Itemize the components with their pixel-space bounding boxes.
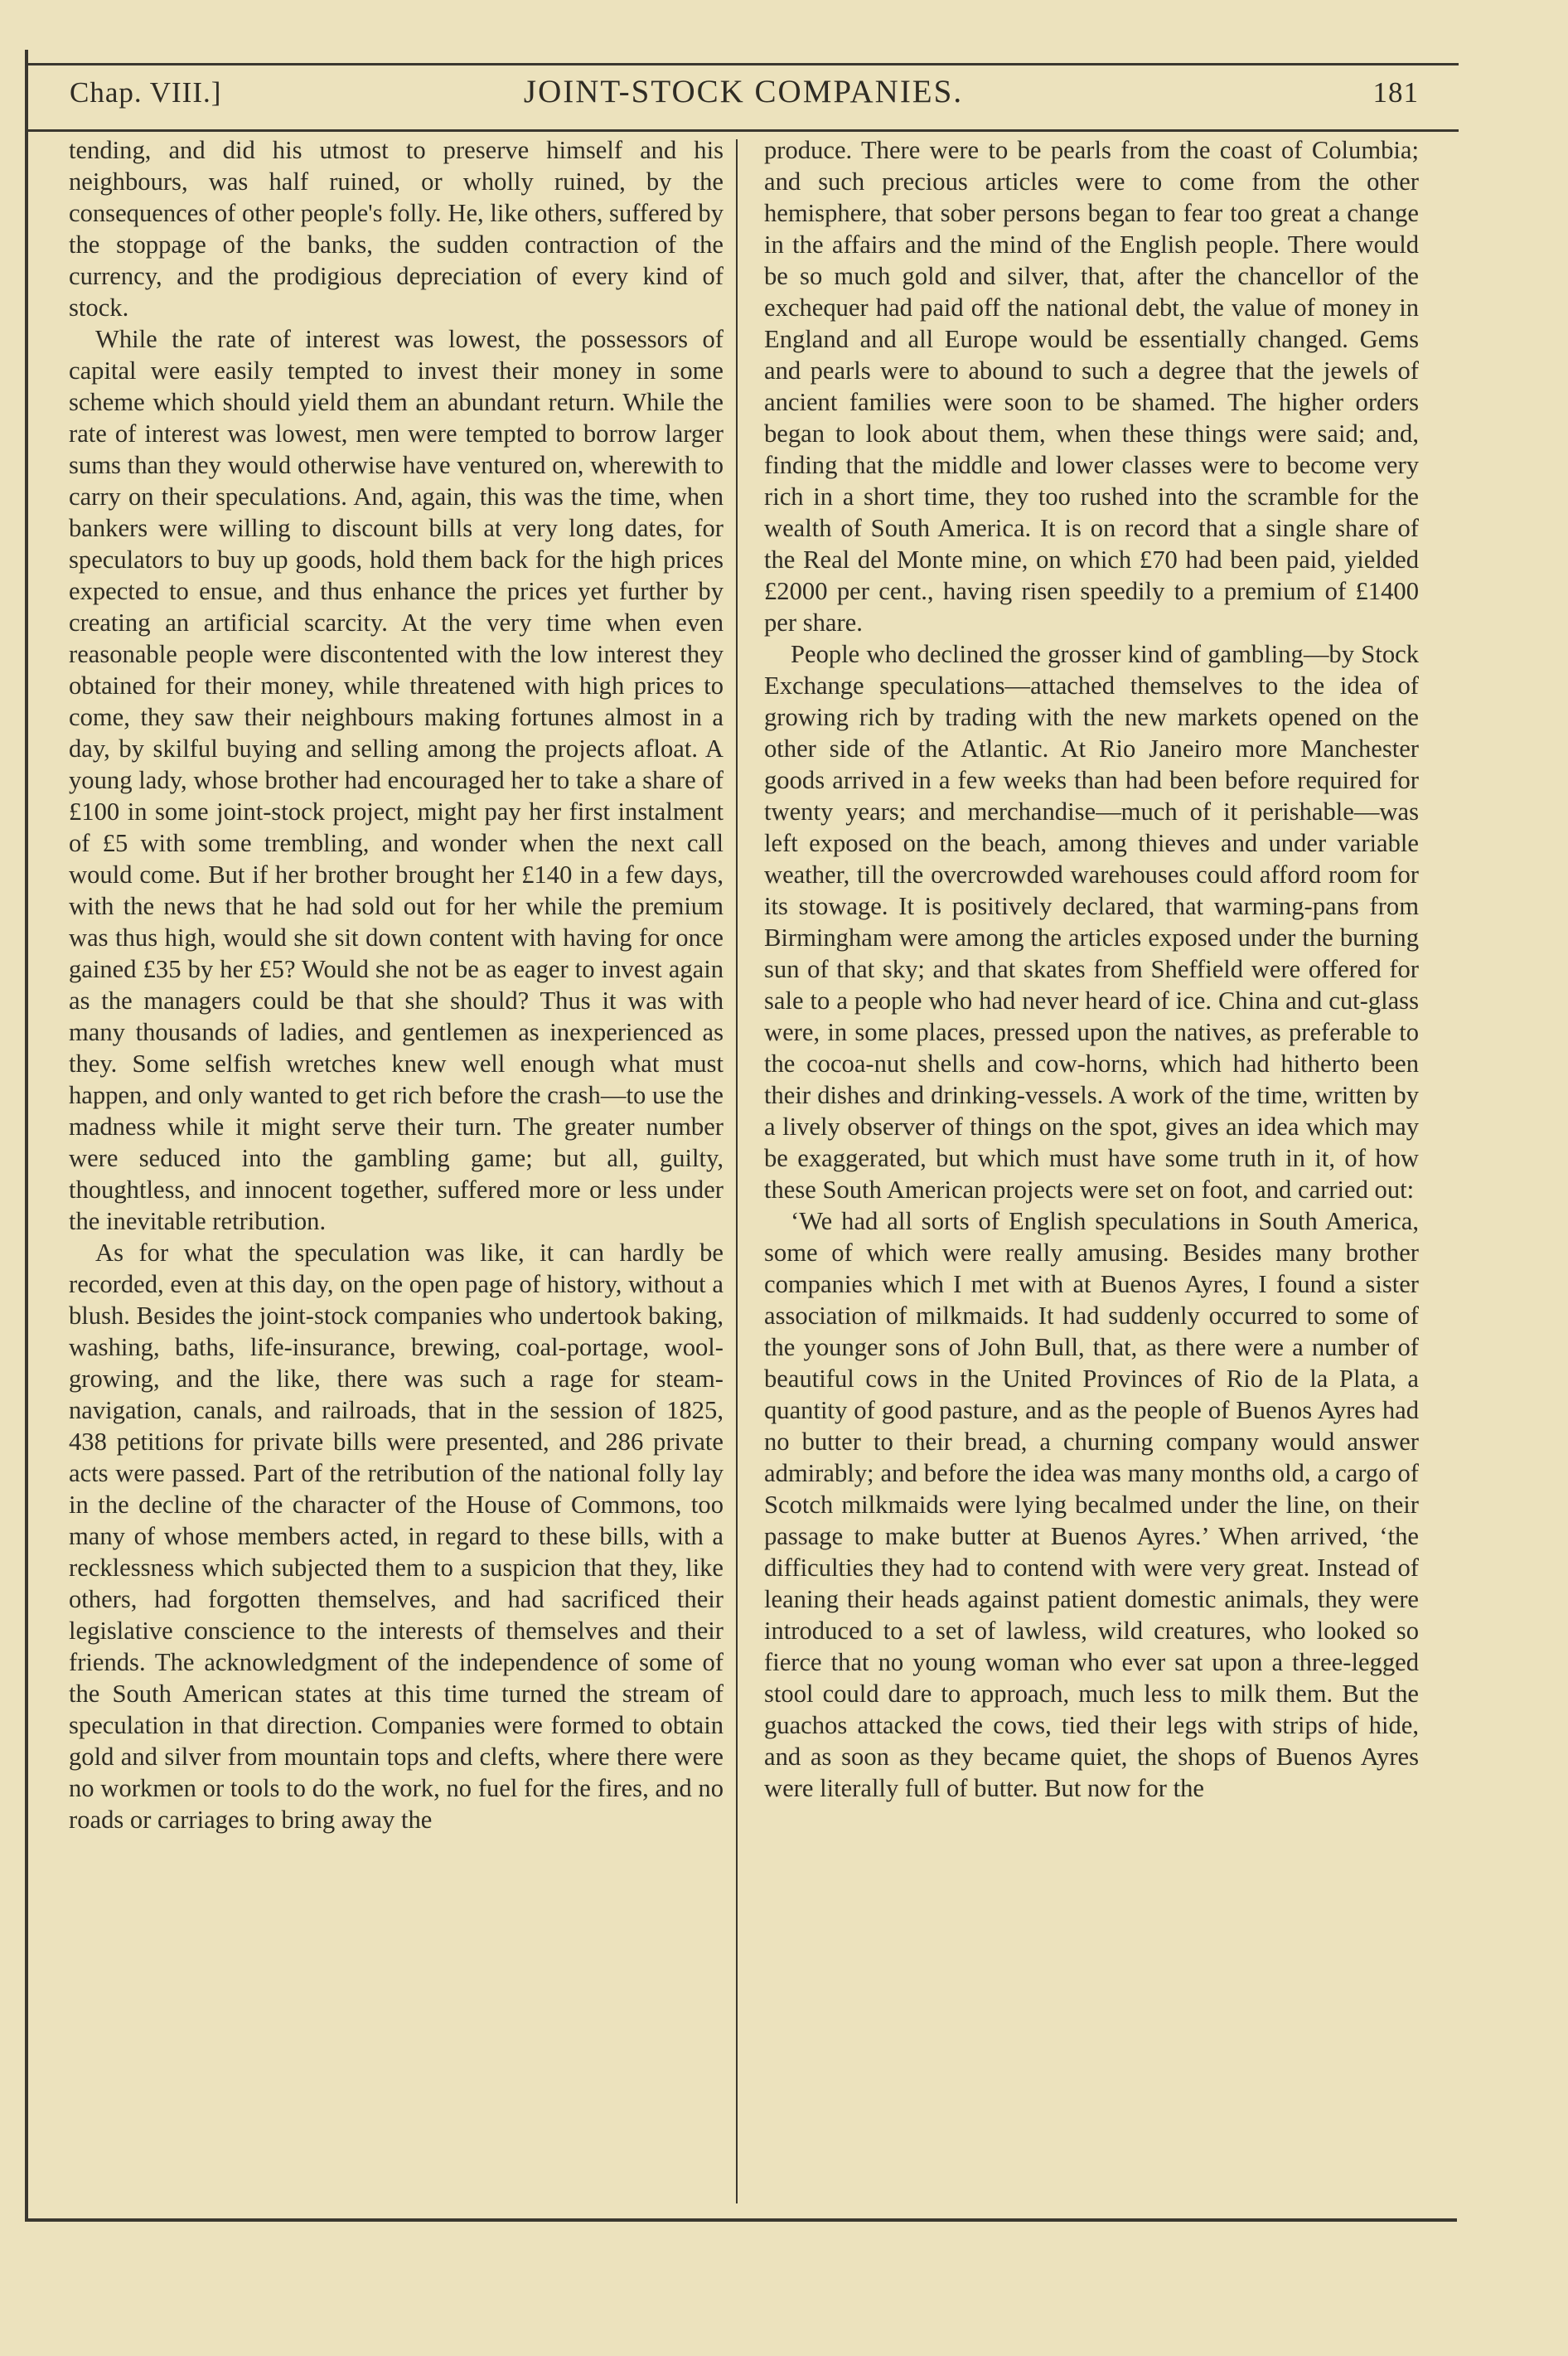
bottom-border-rule — [25, 2218, 1457, 2222]
paragraph: tending, and did his utmost to preserve himself and his neighbours, was half ruined, or wholly ruined, by the consequences of other people's folly. He, like others, suffered by the stoppage of the banks, the sudden contraction of the currency, and the prodigious depreciation of every kind of stock. — [69, 136, 724, 322]
left-column — [69, 134, 724, 2198]
page-number: 181 — [1372, 76, 1419, 109]
right-column — [764, 134, 1419, 2198]
page-header — [28, 68, 1459, 126]
column-divider — [736, 139, 738, 2203]
paragraph: People who declined the grosser kind of gambling—by Stock Exchange speculations—attached themselves to the idea of growing rich by trading with the new markets opened on the other side of the Atlantic. At Rio Janeiro more Manchester goods arrived in a few weeks than had been before required for twenty years; and merchandise—much of it perishable—was left exposed on the beach, among thieves and under variable weather, till the overcrowded warehouses could afford room for its stowage. It is positively declared, that warming-pans from Birmingham were among the articles exposed under the burning sun of that sky; and that skates from Sheffield were offered for sale to a people who had never heard of ice. China and cut-glass were, in some places, pressed upon the natives, as preferable to the cocoa-nut shells and cow-horns, which had hitherto been their dishes and drinking-vessels. A work of the time, written by a lively observer of things on the spot, gives an idea which may be exaggerated, but which must have some truth in it, of how these South American projects were set on foot, and carried out: — [764, 640, 1419, 1204]
chapter-label: Chap. VIII.] — [70, 76, 222, 109]
top-border-rule — [28, 63, 1459, 65]
paragraph: As for what the speculation was like, it can hardly be recorded, even at this day, on the open page of history, without a blush. Besides the joint-stock companies who undertook baking, washing, baths, life-insurance, brewing, coal-portage, wool-growing, and the like, there was such a rage for steam-navigation, canals, and railroads, that in the session of 1825, 438 petitions for private bills were presented, and 286 private acts were passed. Part of the retribution of the national folly lay in the decline of the character of the House of Commons, too many of whose members acted, in regard to these bills, with a recklessness which subjected them to a suspicion that they, like others, had forgotten themselves, and had sacrificed their legislative conscience to the interests of themselves and their friends. The acknowledgment of the independence of some of the South American states at this time turned the stream of speculation in that direction. Companies were formed to obtain gold and silver from mountain tops and clefts, where there were no workmen or tools to do the work, no fuel for the fires, and no roads or carriages to bring away the — [69, 1239, 724, 1834]
paragraph: While the rate of interest was lowest, the possessors of capital were easily tempted to invest their money in some scheme which should yield them an abundant return. While the rate of interest was lowest, men were tempted to borrow larger sums than they would otherwise have ventured on, wherewith to carry on their speculations. And, again, this was the time, when bankers were willing to discount bills at very long dates, for speculators to buy up goods, hold them back for the high prices expected to ensue, and thus enhance the prices yet further by creating an artificial scarcity. At the very time when even reasonable people were discontented with the low interest they obtained for their money, while threatened with high prices to come, they saw their neighbours making fortunes almost in a day, by skilful buying and selling among the projects afloat. A young lady, whose brother had encouraged her to take a share of £100 in some joint-stock project, might pay her first instalment of £5 with some trembling, and wonder when the next call would come. But if her brother brought her £140 in a few days, with the news that he had sold out for her while the premium was thus high, would she sit down content with having for once gained £35 by her £5? Would she not be as eager to invest again as the managers could be that she should? Thus it was with many thousands of ladies, and gentlemen as inexperienced as they. Some selfish wretches knew well enough what must happen, and only wanted to get rich before the crash—to use the madness while it might serve their turn. The greater number were seduced into the gambling game; but all, guilty, thoughtless, and innocent together, suffered more or less under the inevitable retribution. — [69, 325, 724, 1235]
paragraph: produce. There were to be pearls from the coast of Columbia; and such precious articles were to come from the other hemisphere, that sober persons began to fear too great a change in the affairs and the mind of the English people. There would be so much gold and silver, that, after the chancellor of the exchequer had paid off the national debt, the value of money in England and all Europe would be essentially changed. Gems and pearls were to abound to such a degree that the jewels of ancient families were soon to be shamed. The higher orders began to look about them, when these things were said; and, finding that the middle and lower classes were to become very rich in a short time, they too rushed into the scramble for the wealth of South America. It is on record that a single share of the Real del Monte mine, on which £70 had been paid, yielded £2000 per cent., having risen speedily to a premium of £1400 per share. — [764, 136, 1419, 637]
running-title: JOINT-STOCK COMPANIES. — [523, 74, 964, 109]
left-border-rule — [25, 50, 28, 2222]
paragraph: ‘We had all sorts of English speculations in South America, some of which were really amusing. Besides many brother companies which I met with at Buenos Ayres, I found a sister association of milkmaids. It had suddenly occurred to some of the younger sons of John Bull, that, as there were a number of beautiful cows in the United Provinces of Rio de la Plata, a quantity of good pasture, and as the people of Buenos Ayres had no butter to their bread, a churning company would answer admirably; and before the idea was many months old, a cargo of Scotch milkmaids were lying becalmed under the line, on their passage to make butter at Buenos Ayres.’ When arrived, ‘the difficulties they had to contend with were very great. Instead of leaning their heads against patient domestic animals, they were introduced to a set of lawless, wild creatures, who looked so fierce that no young woman who ever sat upon a three-legged stool could dare to approach, much less to milk them. But the guachos attacked the cows, tied their legs with strips of hide, and as soon as they became quiet, the shops of Buenos Ayres were literally full of butter. But now for the — [764, 1207, 1419, 1802]
header-rule — [28, 129, 1459, 132]
